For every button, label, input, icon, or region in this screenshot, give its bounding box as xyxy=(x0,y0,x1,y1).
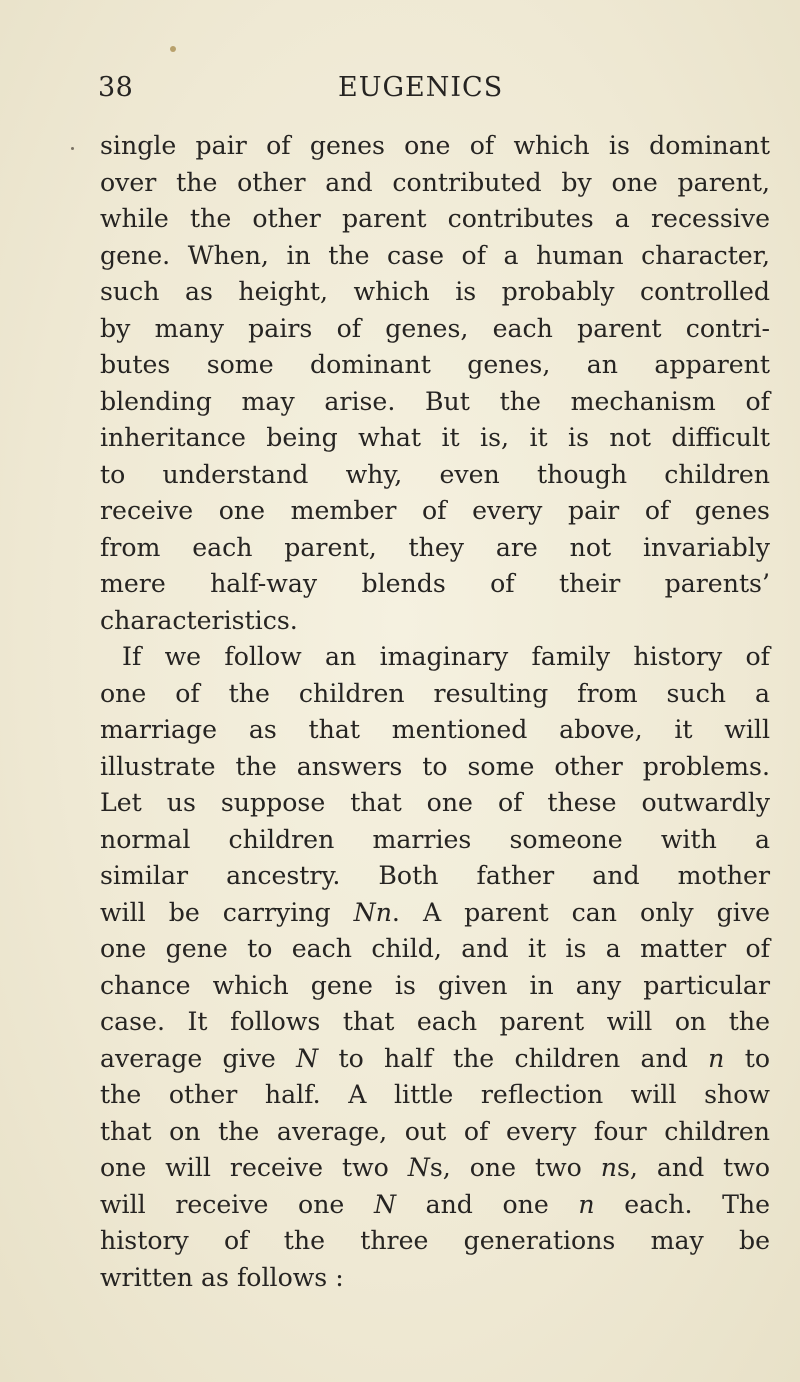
text-line xyxy=(100,1187,770,1224)
running-head xyxy=(98,68,770,112)
text-line xyxy=(100,895,770,932)
text-segment: mere half-way blends of their parents’ xyxy=(100,569,770,598)
text-segment: gene. When, in the case of a human character, xyxy=(100,240,770,270)
text-segment: each. The xyxy=(594,1189,770,1219)
text-segment: single pair of genes one of which is dominant xyxy=(100,131,770,160)
text-segment: to understand why, even though children xyxy=(100,459,770,489)
text-line xyxy=(100,128,770,165)
text-segment: history of the three generations may be xyxy=(100,1226,770,1255)
text-line xyxy=(100,420,770,457)
text-line xyxy=(100,931,770,968)
text-segment: to half the children and xyxy=(318,1043,709,1073)
ink-speck-top xyxy=(170,46,176,52)
text-segment: one gene to each child, and it is a matter of xyxy=(100,934,770,963)
text-segment: written as follows : xyxy=(100,1262,344,1292)
text-segment: one will receive two xyxy=(100,1153,408,1182)
text-segment: average give xyxy=(100,1043,297,1073)
italic-symbol: N xyxy=(373,1189,396,1219)
text-segment: marriage as that mentioned above, it will xyxy=(100,715,770,744)
italic-symbol: N xyxy=(407,1153,430,1182)
text-segment: chance which gene is given in any particular xyxy=(100,970,770,1000)
text-segment: blending may arise. But the mechanism of xyxy=(100,386,770,416)
text-segment: one of the children resulting from such a xyxy=(100,678,770,708)
text-segment: characteristics. xyxy=(100,605,298,635)
text-segment: If we follow an imaginary family history of xyxy=(122,642,770,671)
text-line xyxy=(100,1260,770,1297)
text-segment: will receive one xyxy=(100,1189,374,1219)
text-line xyxy=(100,1150,770,1187)
text-segment: to xyxy=(724,1043,770,1073)
text-line xyxy=(100,712,770,749)
text-segment: case. It follows that each parent will on the xyxy=(100,1007,770,1036)
text-line xyxy=(100,639,770,676)
text-line xyxy=(100,201,770,238)
body-text xyxy=(100,128,770,1296)
text-segment: receive one member of every pair of genes xyxy=(100,496,770,525)
italic-symbol: Nn xyxy=(353,897,392,927)
italic-symbol: n xyxy=(600,1153,617,1182)
text-line xyxy=(100,384,770,421)
text-line xyxy=(100,858,770,895)
text-segment: Let us suppose that one of these outwardly xyxy=(100,788,770,817)
italic-symbol: n xyxy=(578,1189,595,1219)
text-segment: butes some dominant genes, an apparent xyxy=(100,350,770,379)
text-line xyxy=(100,530,770,567)
text-line xyxy=(100,274,770,311)
text-segment: inheritance being what it is, it is not difficult xyxy=(100,423,770,452)
text-line xyxy=(100,968,770,1005)
text-segment: . A parent can only give xyxy=(391,897,770,927)
text-segment: similar ancestry. Both father and mother xyxy=(100,861,770,890)
text-segment: from each parent, they are not invariably xyxy=(100,532,770,562)
text-segment: illustrate the answers to some other problems. xyxy=(100,751,770,781)
italic-symbol: n xyxy=(708,1043,725,1073)
text-line xyxy=(100,165,770,202)
text-line xyxy=(100,566,770,603)
text-segment: such as height, which is probably controlled xyxy=(100,277,770,306)
text-line xyxy=(100,238,770,275)
text-segment: over the other and contributed by one parent, xyxy=(100,167,770,197)
text-line xyxy=(100,603,770,640)
text-line xyxy=(100,493,770,530)
text-line xyxy=(100,347,770,384)
text-line xyxy=(100,311,770,348)
italic-symbol: N xyxy=(296,1043,319,1073)
text-line xyxy=(100,749,770,786)
running-title: EUGENICS xyxy=(338,72,504,103)
text-line xyxy=(100,1004,770,1041)
text-segment: the other half. A little reflection will show xyxy=(100,1080,770,1109)
text-line xyxy=(100,822,770,859)
text-line xyxy=(100,676,770,713)
text-line xyxy=(100,1114,770,1151)
text-line xyxy=(100,785,770,822)
text-segment: by many pairs of genes, each parent contri- xyxy=(100,313,770,343)
text-segment: will be carrying xyxy=(100,897,354,927)
text-segment: while the other parent contributes a recessive xyxy=(100,204,770,233)
text-line xyxy=(100,1041,770,1078)
text-segment: s, one two xyxy=(429,1153,601,1182)
text-segment: and one xyxy=(395,1189,579,1219)
page-number: 38 xyxy=(98,72,134,103)
text-segment: s, and two xyxy=(616,1153,771,1182)
text-line xyxy=(100,457,770,494)
text-line xyxy=(100,1077,770,1114)
text-segment: normal children marries someone with a xyxy=(100,824,770,854)
ink-speck-margin xyxy=(71,147,74,150)
text-segment: that on the average, out of every four children xyxy=(100,1116,770,1146)
text-line xyxy=(100,1223,770,1260)
